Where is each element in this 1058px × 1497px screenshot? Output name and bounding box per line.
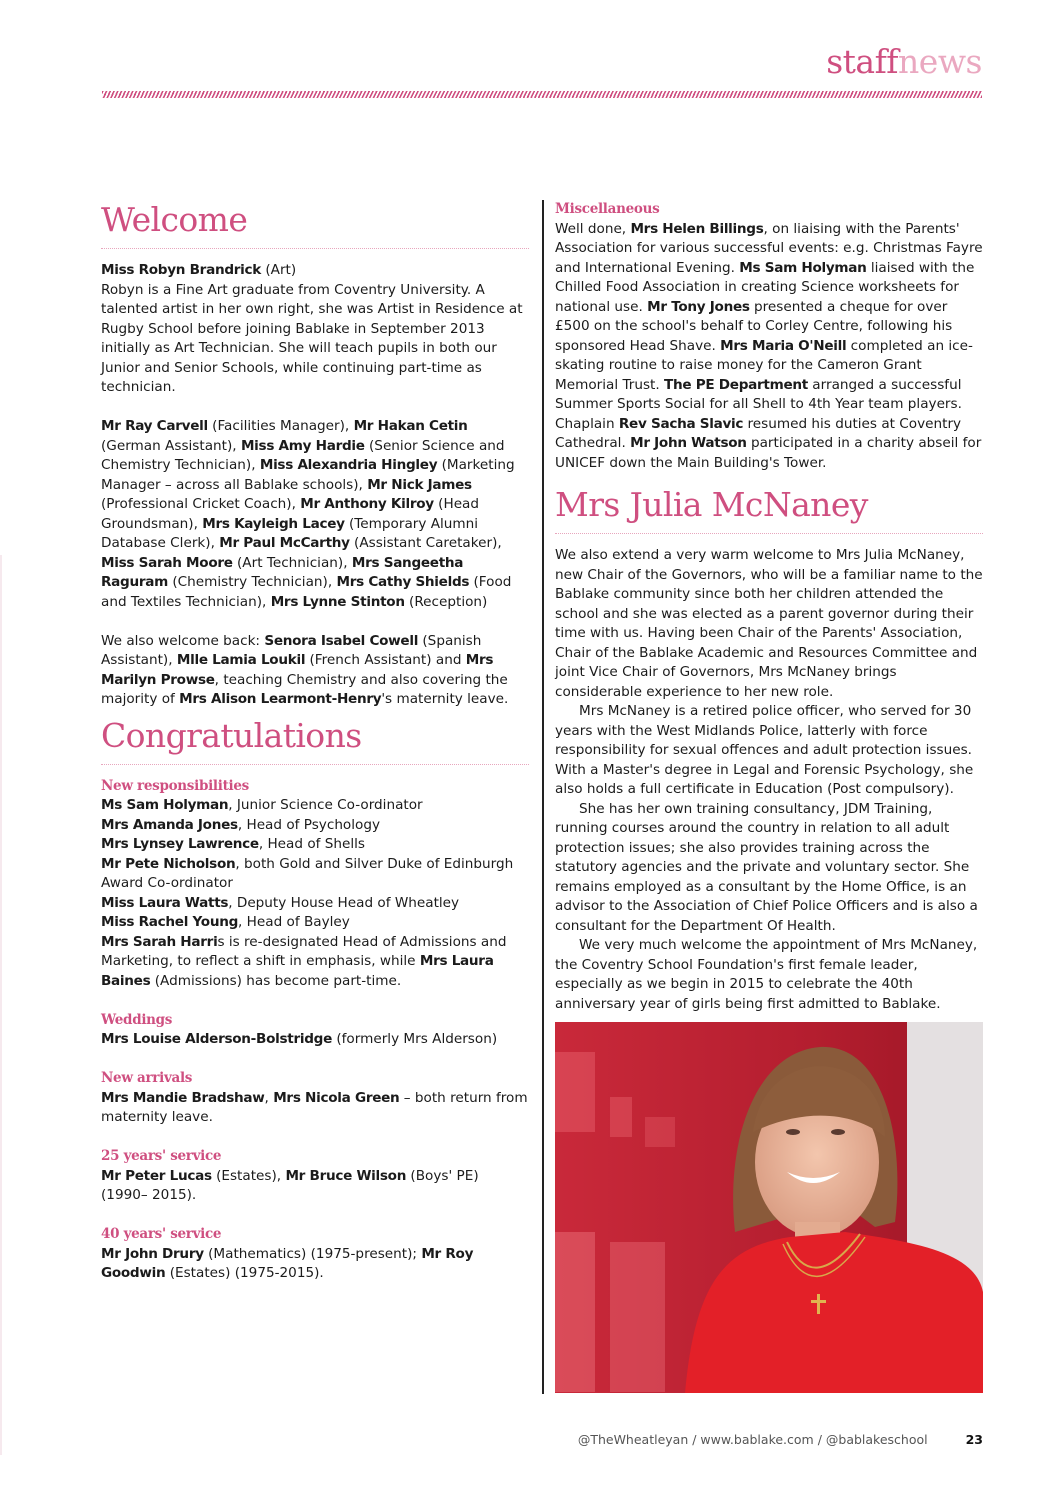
welcome-staff-list — [101, 417, 529, 612]
staff-role: , both Gold and Silver Duke of Edinburgh Award Co-ordinator — [101, 855, 514, 891]
staff-name: Miss Sarah Moore — [101, 554, 233, 571]
weddings-heading: Weddings — [101, 1011, 173, 1028]
staff-name: Mr Anthony Kilroy — [300, 496, 434, 512]
service-25-text: Mr Peter Lucas (Estates), Mr Bruce Wilson (Boys' PE) (1990– 2015). — [101, 1167, 479, 1203]
staff-role: (Reception) — [404, 593, 488, 610]
staff-name: Ms Sam Holyman — [101, 797, 229, 813]
weddings-text: Mrs Louise Alderson-Bolstridge (formerly Mrs Alderson) — [101, 1031, 498, 1047]
staff-name: Mrs Amanda Jones — [101, 816, 238, 833]
dotted-rule — [101, 248, 529, 249]
staff-role: (Assistant Caretaker), — [349, 535, 502, 551]
mcnaney-paragraph: We also extend a very warm welcome to Mrs Julia McNaney, new Chair of the Governors, who will be a familiar name to the Bablake community since both her children attended the school and she was elected as a parent governor during their time with us. Having been Chair of the Parents' Association, Chair of the Bablake Academic and Resources Committee and joint Vice Chair of Governors, Mrs McNaney brings considerable experience to her new role. — [555, 547, 983, 700]
staff-role: , Head of Psychology — [237, 816, 381, 833]
list-item — [101, 913, 529, 933]
staff-name: Mrs Cathy Shields — [336, 574, 470, 590]
staff-name: Mrs Sangeetha Raguram — [101, 554, 464, 590]
mcnaney-heading: Mrs Julia McNaney — [555, 485, 868, 524]
staff-name: Mr Hakan Cetin — [353, 418, 468, 434]
footer-links: @TheWheatleyan / www.bablake.com / @bablakeschool — [577, 1432, 928, 1447]
portrait-image — [555, 1022, 983, 1393]
miscellaneous-text: Well done, Mrs Helen Billings, on liaising with the Parents' Association for various successful events: e.g. Christmas Fayre and International Evening. Ms Sam Holyman liaised with the Chilled Food Association in creating Science worksheets for national use. Mr Tony Jones presented a cheque for over £500 on the school's behalf to Corley Centre, following his sponsored Head Shave. Mrs Maria O'Neill completed an ice-skating routine to raise money for the Cameron Grant Memorial Trust. The PE Department arranged a successful Summer Sports Social for all Shell to 4th Year team players. Chaplain Rev Sacha Slavic resumed his duties at Coventry Cathedral. Mr John Watson participated in a charity abseil for UNICEF down the Main Building's Tower. — [555, 220, 983, 471]
hatched-rule — [102, 91, 982, 98]
dotted-rule — [555, 533, 983, 534]
staff-role: , Head of Bayley — [238, 914, 350, 930]
welcome-back: We also welcome back: Senora Isabel Cowell (Spanish Assistant), Mlle Lamia Loukil (French Assistant) and Mrs Marilyn Prowse, teaching Chemistry and also covering the majority of Mrs Alison Learmont-Henry's maternity leave. — [101, 632, 509, 707]
mcnaney-paragraph: Mrs McNaney is a retired police officer, who served for 30 years with the West Midlands Police, latterly with force responsibility for sexual offences and adult protection issues. With a Master's degree in Legal and Forensic Psychology, she also holds a full certificate in Education (Post compulsory). — [555, 703, 974, 797]
list-item — [101, 816, 529, 836]
masthead — [826, 42, 982, 81]
service-25-heading: 25 years' service — [101, 1148, 222, 1164]
mcnaney-paragraph: She has her own training consultancy, JDM Training, running courses around the country in relation to all adult protection issues; she also provides training across the statutory agencies and the private and voluntary sector. She remains employed as a consultant by the Home Office, is an advisor to the Association of Chief Police Officers and is also a consultant for the Department Of Health. — [555, 800, 978, 934]
staff-role: (Marketing Manager – across all Bablake schools), — [101, 457, 515, 493]
masthead-news: news — [898, 42, 982, 81]
staff-name: Miss Alexandria Hingley — [259, 457, 438, 473]
responsibilities-list — [101, 796, 529, 933]
new-responsibilities-heading: New responsibilities — [101, 777, 249, 794]
staff-name: Mrs Lynsey Lawrence — [101, 836, 259, 852]
staff-role: , Head of Shells — [258, 836, 365, 852]
footer — [555, 1432, 983, 1447]
staff-role: (Temporary Alumni Database Clerk), — [101, 515, 479, 551]
mcnaney-paragraph: We very much welcome the appointment of Mrs McNaney, the Coventry School Foundation's first female leader, especially as we begin in 2015 to celebrate the 40th anniversary year of girls being first admitted to Bablake. — [555, 937, 978, 1012]
staff-role: (Professional Cricket Coach), — [101, 496, 301, 512]
list-item — [101, 796, 529, 816]
staff-name: Miss Amy Hardie — [240, 437, 365, 454]
staff-role: , Deputy House Head of Wheatley — [228, 894, 460, 911]
staff-role: (German Assistant), — [101, 437, 241, 454]
harris-note: Mrs Sarah Harris is re-designated Head of Admissions and Marketing, to reflect a shift in emphasis, while Mrs Laura Baines (Admissions) has become part-time. — [101, 933, 507, 989]
dotted-rule — [101, 764, 529, 765]
staff-name: Miss Rachel Young — [101, 914, 239, 930]
welcome-intro-text: Robyn is a Fine Art graduate from Coventry University. A talented artist in her own right, she was Artist in Residence at Rugby School before joining Bablake in September 2013 initially as Art Technician. She will teach pupils in both our Junior and Senior Schools, while continuing part-time as technician. — [101, 281, 523, 395]
page-edge-line — [0, 555, 2, 1455]
staff-name: Mrs Kayleigh Lacey — [202, 515, 345, 532]
new-arrivals-heading: New arrivals — [101, 1070, 193, 1086]
left-column — [101, 200, 529, 1284]
welcome-heading: Welcome — [101, 200, 248, 239]
list-item — [101, 855, 529, 894]
staff-role: (Art Technician), — [232, 554, 352, 571]
staff-role: (Senior Science and Chemistry Technician), — [101, 437, 505, 473]
staff-role: (Chemistry Technician), — [168, 574, 337, 590]
staff-role: (Food and Textiles Technician), — [101, 574, 512, 610]
service-40-text: Mr John Drury (Mathematics) (1975-present); Mr Roy Goodwin (Estates) (1975-2015). — [101, 1245, 474, 1281]
miscellaneous-heading: Miscellaneous — [555, 201, 660, 217]
masthead-staff: staff — [826, 42, 899, 81]
new-arrivals-text: Mrs Mandie Bradshaw, Mrs Nicola Green – both return from maternity leave. — [101, 1089, 528, 1125]
staff-name: Mrs Lynne Stinton — [270, 593, 405, 610]
staff-name: Miss Robyn Brandrick — [101, 262, 262, 278]
staff-name: Mr Ray Carvell — [101, 418, 208, 434]
mcnaney-photo — [555, 1022, 983, 1393]
staff-role: , Junior Science Co-ordinator — [228, 797, 423, 813]
list-item — [101, 835, 529, 855]
staff-name: Mr Nick James — [367, 476, 472, 493]
column-divider — [542, 200, 544, 1394]
service-40-heading: 40 years' service — [101, 1226, 222, 1242]
right-column — [555, 200, 983, 1014]
staff-name: Mr Pete Nicholson — [101, 855, 236, 872]
congratulations-heading: Congratulations — [101, 715, 362, 755]
staff-name: Mr Paul McCarthy — [219, 535, 350, 551]
staff-name: Miss Laura Watts — [101, 894, 229, 911]
welcome-intro: Miss Robyn Brandrick (Art) Robyn is a Fine Art graduate from Coventry University. A talented artist in her own right, she was Artist in Residence at Rugby School before joining Bablake in September 2013 initially as Art Technician. She will teach pupils in both our Junior and Senior Schools, while continuing part-time as technician. — [101, 262, 523, 395]
staff-role: (Head Groundsman), — [101, 496, 480, 532]
list-item — [101, 894, 529, 914]
staff-role: (Facilities Manager), — [207, 418, 354, 434]
page-number: 23 — [965, 1432, 983, 1447]
